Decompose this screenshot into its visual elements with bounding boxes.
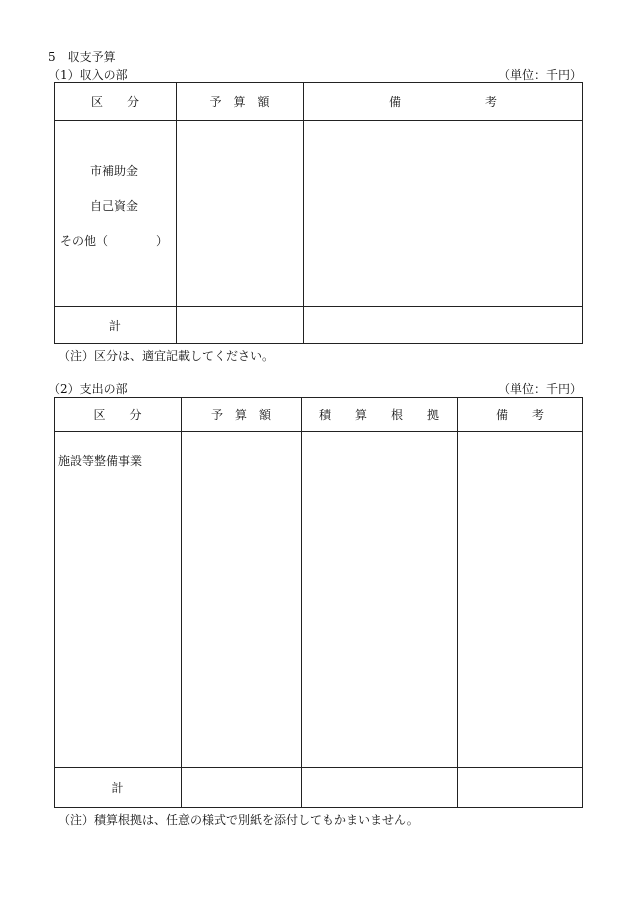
income-note: （注）区分は、適宜記載してください。 bbox=[58, 349, 275, 363]
income-row-other: その他（ ） bbox=[60, 234, 169, 248]
income-total-label: 計 bbox=[108, 318, 121, 333]
income-row-city-subsidy: 市補助金 bbox=[90, 164, 139, 178]
income-title: （1）収入の部 bbox=[48, 68, 128, 82]
expense-unit: （単位：千円） bbox=[497, 382, 582, 396]
income-row-own-funds: 自己資金 bbox=[90, 199, 139, 213]
expense-note: （注）積算根拠は、任意の様式で別紙を添付してもかまいません。 bbox=[58, 813, 419, 827]
income-unit: （単位：千円） bbox=[497, 68, 582, 82]
income-header-remarks: 備 考 bbox=[388, 94, 497, 109]
expense-total-label: 計 bbox=[111, 781, 124, 795]
expense-header-basis: 積 算 根 拠 bbox=[318, 407, 439, 422]
section-title: 5 収支予算 bbox=[48, 50, 116, 64]
expense-row-facility: 施設等整備事業 bbox=[58, 454, 143, 468]
expense-title: （2）支出の部 bbox=[48, 382, 128, 396]
income-header-category: 区 分 bbox=[90, 94, 139, 109]
expense-header-remarks: 備 考 bbox=[495, 407, 544, 422]
expense-header-budget: 予 算 額 bbox=[210, 407, 271, 422]
income-header-budget: 予 算 額 bbox=[209, 94, 270, 109]
expense-header-category: 区 分 bbox=[93, 407, 142, 422]
